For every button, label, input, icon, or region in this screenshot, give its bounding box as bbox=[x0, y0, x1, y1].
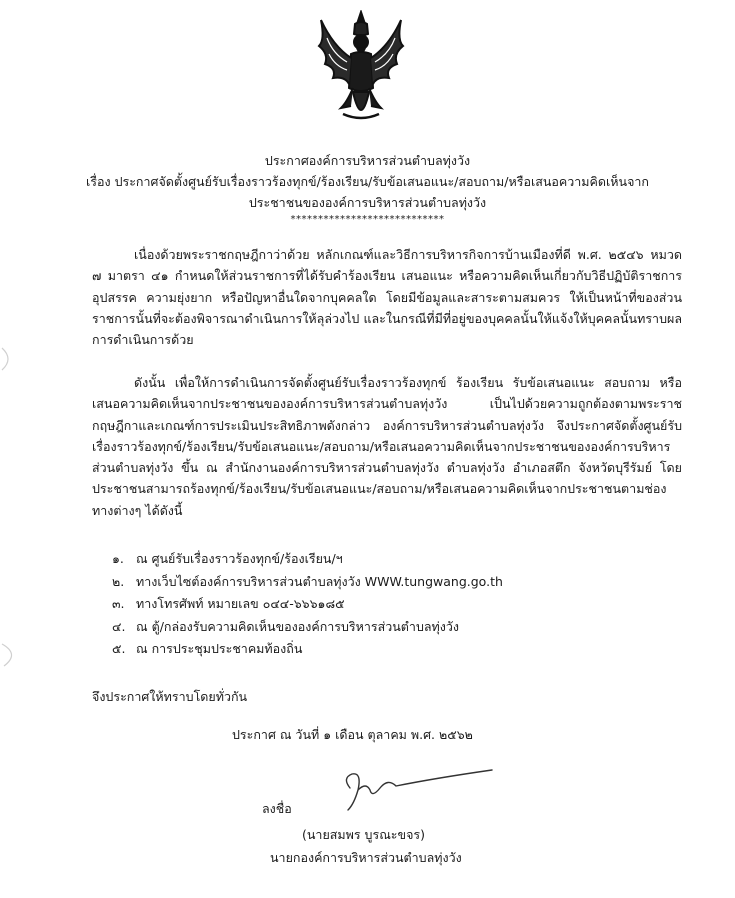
paragraph-1-text: เนื่องด้วยพระราชกฤษฎีกาว่าด้วย หลักเกณฑ์และวิธีการบริหารกิจการบ้านเมืองที่ดี พ.ศ. ๒๕๔๖ หมวด ๗ มาตรา ๔๑ กำหนดให้ส่วนราชการที่ได้รับคำร้องเรียน เสนอแนะ หรือความคิดเห็นเกี่ยวกับวิธีปฏิบัติราชการ อุปสรรค ความยุ่งยาก หรือปัญหาอื่นใดจากบุคคลใด โดยมีข้อมูลและสาระตามสมควร ให้เป็นหน้าที่ของส่วนราชการนั้นที่จะต้องพิจารณาดำเนินการให้ลุล่วงไป และในกรณีที่มีที่อยู่ของบุคคลนั้นให้แจ้งให้บุคคลนั้นทราบผลการดำเนินการด้วย bbox=[92, 247, 682, 348]
punch-hole-mark-icon bbox=[0, 640, 24, 668]
closing-statement: จึงประกาศให้ทราบโดยทั่วกัน bbox=[92, 689, 248, 704]
subject-line-1: เรื่อง ประกาศจัดตั้งศูนย์รับเรื่องราวร้องทุกข์/ร้องเรียน/รับข้อเสนอแนะ/สอบถาม/หรือเสนอความคิดเห็นจาก bbox=[86, 174, 649, 189]
subject-line-2: ประชาชนขององค์การบริหารส่วนตำบลทุ่งวัง bbox=[248, 195, 487, 210]
signature-label: ลงชื่อ bbox=[262, 801, 292, 816]
paragraph-2-text: ดังนั้น เพื่อให้การดำเนินการจัดตั้งศูนย์รับเรื่องราวร้องทุกข์ ร้องเรียน รับข้อเสนอแนะ สอบถาม หรือเสนอความคิดเห็นจากประชาชนขององค์การบริหารส่วนตำบลทุ่งวัง เป็นไปด้วยความถูกต้องตามพระราชกฤษฎีกาและเกณฑ์การประเมินประสิทธิภาพดังกล่าว องค์การบริหารส่วนตำบลทุ่งวัง จึงประกาศจัดตั้งศูนย์รับเรื่องราวร้องทุกข์/ร้องเรียน/รับข้อเสนอแนะ/สอบถาม/หรือเสนอความคิดเห็นจากประชาชนขององค์การบริหารส่วนตำบลทุ่งวัง ขึ้น ณ สำนักงานองค์การบริหารส่วนตำบลทุ่งวัง ตำบลทุ่งวัง อำเภอสตึก จังหวัดบุรีรัมย์ โดยประชาชนสามารถร้องทุกข์/ร้องเรียน/รับข้อเสนอแนะ/สอบถาม/หรือเสนอความคิดเห็นจากประชาชนตามช่องทางต่างๆ ได้ดังนี้ bbox=[92, 375, 682, 518]
list-item: ๑. ณ ศูนย์รับเรื่องราวร้องทุกข์/ร้องเรียน/ฯ bbox=[112, 551, 343, 566]
signatory-name: (นายสมพร บูรณะขจร) bbox=[302, 827, 425, 842]
channel-list bbox=[112, 548, 672, 661]
handwritten-signature-icon bbox=[336, 764, 496, 816]
separator-line: **************************** bbox=[290, 214, 445, 225]
punch-hole-mark-icon bbox=[0, 346, 16, 372]
paragraph-1 bbox=[92, 244, 682, 350]
paragraph-2 bbox=[92, 372, 682, 521]
list-item: ๒. ทางเว็บไซต์องค์การบริหารส่วนตำบลทุ่งวัง WWW.tungwang.go.th bbox=[112, 573, 503, 589]
garuda-emblem-icon bbox=[313, 10, 409, 128]
announcement-date: ประกาศ ณ วันที่ ๑ เดือน ตุลาคม พ.ศ. ๒๕๖๒ bbox=[232, 727, 473, 742]
list-item: ๓. ทางโทรศัพท์ หมายเลข ๐๔๔-๖๖๖๑๘๕ bbox=[112, 596, 345, 611]
announcement-title: ประกาศองค์การบริหารส่วนตำบลทุ่งวัง bbox=[264, 153, 471, 168]
list-item: ๕. ณ การประชุมประชาคมท้องถิ่น bbox=[112, 641, 303, 656]
signatory-position: นายกองค์การบริหารส่วนตำบลทุ่งวัง bbox=[270, 850, 462, 865]
list-item: ๔. ณ ตู้/กล่องรับความคิดเห็นขององค์การบริหารส่วนตำบลทุ่งวัง bbox=[112, 618, 460, 634]
